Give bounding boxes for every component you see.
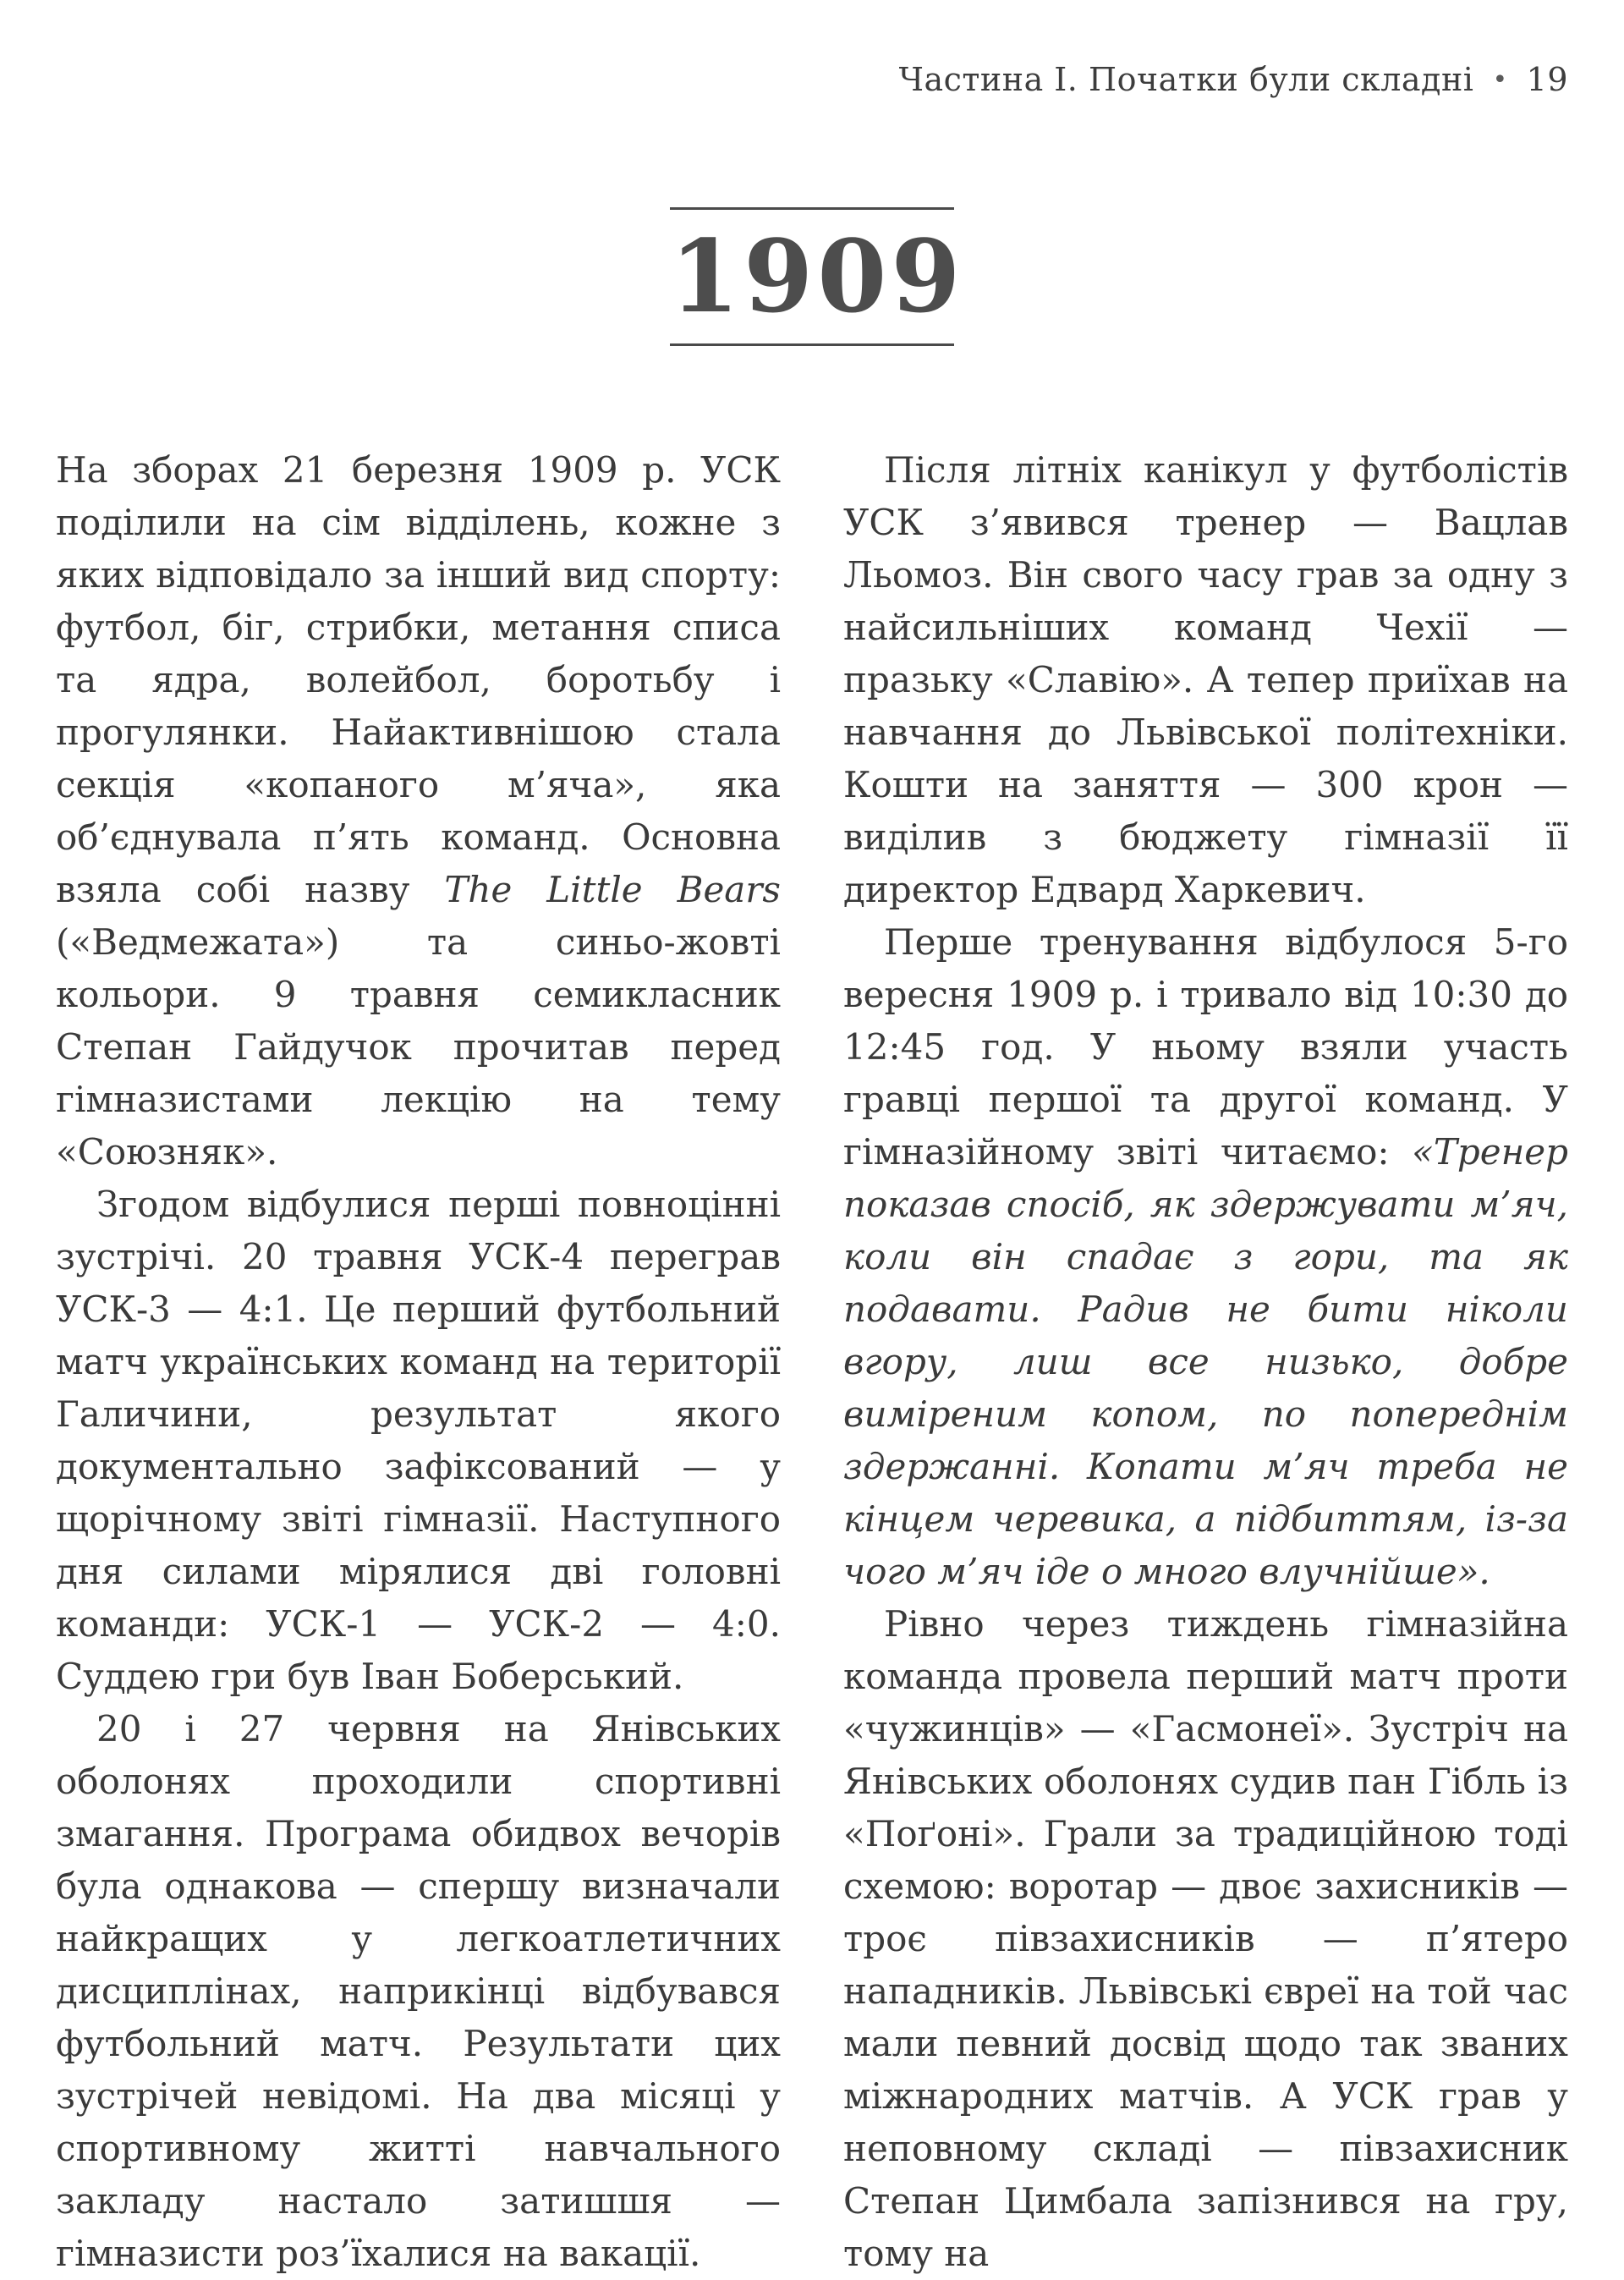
paragraph: 20 і 27 червня на Янівських оболонях проходили спортивні змагання. Програма обидвох вечорів була однакова — спершу визначали найкращих у легкоатлетичних дисциплінах, наприкінці відбувався футбольний матч. Результати цих зустрічей невідомі. На два місяці у спортивному житті навчального закладу настало затишшя — гімназисти роз’їхалися на вакації. xyxy=(56,1708,781,2274)
paragraph-text: («Ведмежата») та синьо-жовті кольори. 9 травня семикласник Степан Гайдучок прочитав перед гімназистами лекцію на тему «Союзняк». xyxy=(56,921,781,1173)
paragraph xyxy=(56,444,781,1178)
page-header xyxy=(56,59,1568,101)
left-column xyxy=(56,444,781,2280)
paragraph xyxy=(843,916,1568,1598)
chapter-year-text: 1909 xyxy=(670,217,965,335)
paragraph: Рівно через тиждень гімназійна команда провела перший матч проти «чужинців» — «Гасмонеї». Зустріч на Янівських оболонях судив пан Гібль із «Поґоні». Грали за традиційною тоді схемою: воротар — двоє захисників — троє півзахисників — п’ятеро нападників. Львівські євреї на той час мали певний досвід щодо так званих міжнародних матчів. А УСК грав у неповному складі — півзахисник Степан Цимбала запізнився на гру, тому на xyxy=(843,1603,1568,2274)
italic-team-name: The Little Bears xyxy=(444,869,781,910)
chapter-year-heading xyxy=(670,207,965,346)
paragraph: Згодом відбулися перші повноцінні зустрічі. 20 травня УСК-4 переграв УСК-3 — 4:1. Це перший футбольний матч українських команд на території Галичини, результат якого документально зафіксований — у щорічному звіті гімназії. Наступного дня силами мірялися дві головні команди: УСК-1 — УСК-2 — 4:0. Суддею гри був Іван Боберський. xyxy=(56,1184,781,1697)
paragraph-text: На зборах 21 березня 1909 р. УСК поділили на сім відділень, кожне з яких відповідало за інший вид спорту: футбол, біг, стрибки, метання списа та ядра, волейбол, боротьбу і прогулянки. Найактивнішою стала секція «копаного м’яча», яка об’єднувала п’ять команд. Основна взяла собі назву xyxy=(56,449,781,910)
right-column xyxy=(843,444,1568,2280)
trainer-quote-italic: «Тренер показав спосіб, як здержувати м’яч, коли він спадає з гори, та як подавати. Радив не бити ніколи вгору, лиш все низько, добре виміреним копом, по попереднім здержанні. Копати м’яч треба не кінцем черевика, а підбиттям, із-за чого м’яч іде о много влучнійше». xyxy=(843,1131,1568,1592)
text-columns xyxy=(56,444,1568,2280)
chapter-running-title: Частина І. Початки були складні xyxy=(898,61,1474,98)
header-separator-dot: • xyxy=(1492,65,1508,95)
paragraph-text: Перше тренування відбулося 5-го вересня 1909 р. і тривало від 10:30 до 12:45 год. У ньому взяли участь гравці першої та другої команд. У гімназійному звіті читаємо: xyxy=(843,921,1568,1173)
paragraph: Після літніх канікул у футболістів УСК з’явився тренер — Вацлав Льомоз. Він свого часу грав за одну з найсильніших команд Чехії — празьку «Славію». А тепер приїхав на навчання до Львівської політехніки. Кошти на заняття — 300 крон — виділив з бюджету гімназії її директор Едвард Харкевич. xyxy=(843,449,1568,910)
page-number: 19 xyxy=(1526,61,1568,98)
